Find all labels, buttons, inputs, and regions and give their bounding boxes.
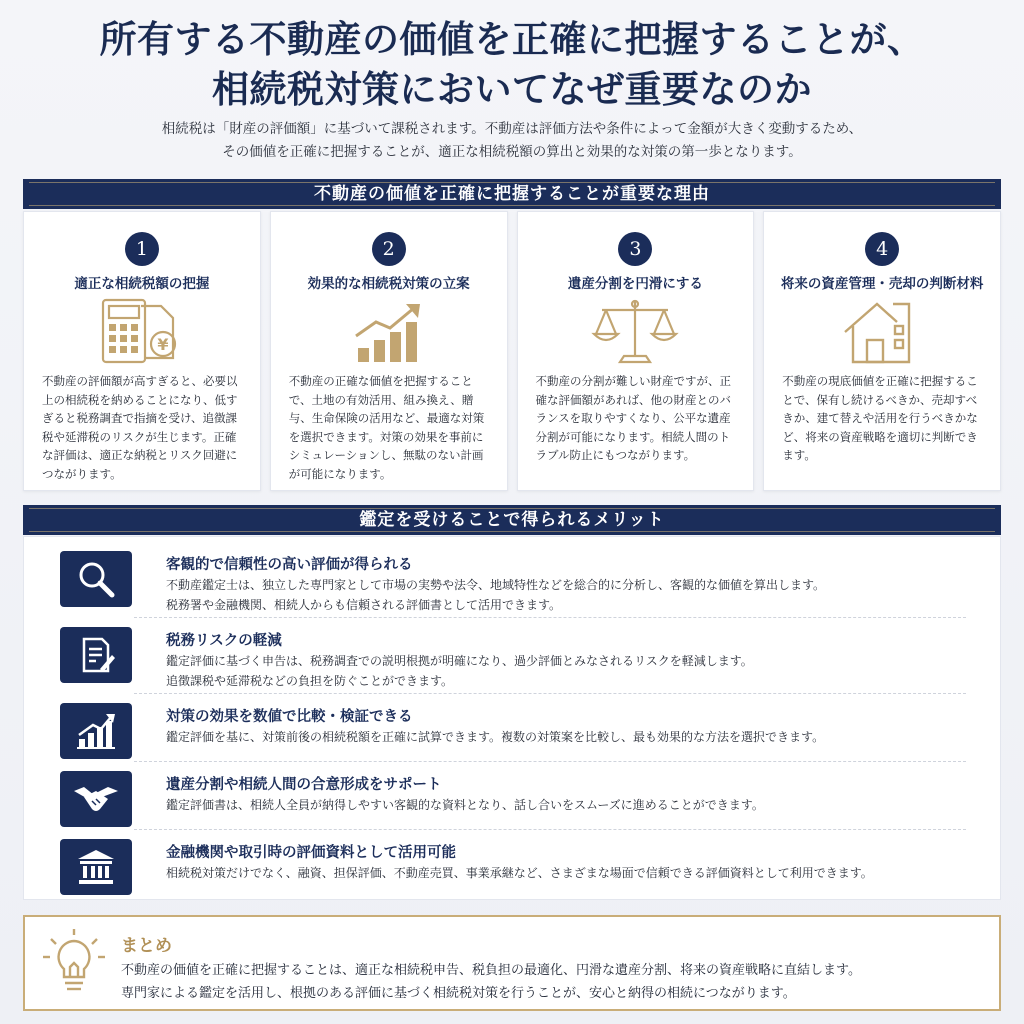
reason-number: 4	[865, 232, 899, 266]
svg-text:¥: ¥	[157, 335, 169, 354]
benefit-item-comparison	[56, 695, 968, 765]
reason-text: 不動産の正確な価値を把握することで、土地の有効活用、組み換え、贈与、生命保険の活用など、最適な対策を選択できます。対策の効果を事前にシミュレーションし、無駄のない計画が可能になります。	[288, 374, 485, 481]
reason-title: 適正な相続税額の把握	[74, 276, 210, 292]
benefit-text-line: 鑑定評価に基づく申告は、税務調査での説明根拠が明確になり、過少評価とみなされるリスクを軽減します。	[166, 654, 753, 668]
magnifier-icon	[60, 551, 132, 607]
benefit-item-tax-risk	[56, 619, 968, 689]
reason-title: 将来の資産管理・売却の判断材料	[780, 276, 984, 292]
benefit-item-objective	[56, 543, 968, 613]
benefit-text-line: 鑑定評価書は、相続人全員が納得しやすい客観的な資料となり、話し合いをスムーズに進めることができます。	[166, 798, 764, 812]
document-pen-icon	[60, 627, 132, 683]
handshake-icon	[60, 771, 132, 827]
benefit-text	[166, 795, 966, 815]
divider	[134, 761, 966, 762]
summary-text-line: 専門家による鑑定を活用し、根拠のある評価に基づく相続税対策を行うことが、安心と納得の相続につながります。	[121, 986, 796, 1001]
benefit-title: 税務リスクの軽減	[166, 633, 282, 649]
benefits-list	[23, 536, 1001, 900]
lead-text	[60, 118, 964, 164]
reason-text: 不動産の分割が難しい財産ですが、正確な評価額があれば、他の財産とのバランスを取りやすくなり、公平な遺産分割が可能になります。相続人間のトラブル防止にもつながります。	[535, 374, 731, 462]
growth-chart-icon	[344, 296, 434, 366]
benefit-title: 金融機関や取引時の評価資料として活用可能	[166, 845, 456, 861]
title-line-2: 相続税対策においてなぜ重要なのか	[212, 67, 812, 111]
lead-line-1: 相続税は「財産の評価額」に基づいて課税されます。不動産は評価方法や条件によって金額が大きく変動するため、	[161, 121, 863, 137]
benefit-text	[166, 863, 966, 883]
reason-card-2	[270, 211, 508, 491]
bar-chart-icon	[60, 703, 132, 759]
summary-box	[23, 915, 1001, 1011]
benefit-text	[166, 651, 966, 691]
reason-title: 効果的な相続税対策の立案	[307, 276, 470, 292]
page-title	[0, 14, 1024, 114]
house-icon	[837, 296, 927, 366]
benefit-text	[166, 727, 966, 747]
reason-text: 不動産の評価額が高すぎると、必要以上の相続税を納めることになり、低すぎると税務調査で指摘を受け、追徴課税や延滞税のリスクが生じます。正確な評価は、適正な納税とリスク回避につながります。	[42, 374, 238, 481]
calculator-yen-icon	[97, 296, 187, 366]
summary-title: まとめ	[121, 936, 172, 956]
benefit-text-line: 不動産鑑定士は、独立した専門家として市場の実勢や法令、地域特性などを総合的に分析し、客観的な価値を算出します。	[166, 578, 826, 592]
reason-card-4	[763, 211, 1001, 491]
benefit-title: 対策の効果を数値で比較・検証できる	[166, 709, 413, 725]
benefit-title: 遺産分割や相続人間の合意形成をサポート	[166, 777, 442, 793]
benefit-text-line: 追徴課税や延滞税などの負担を防ぐことができます。	[166, 674, 454, 688]
divider	[134, 829, 966, 830]
lightbulb-icon	[39, 925, 109, 1001]
benefit-item-finance	[56, 831, 968, 901]
summary-text	[121, 959, 993, 1005]
reason-number: 3	[618, 232, 652, 266]
reason-number: 2	[372, 232, 406, 266]
benefit-text-line: 鑑定評価を基に、対策前後の相続税額を正確に試算できます。複数の対策案を比較し、最も効果的な方法を選択できます。	[166, 730, 825, 744]
reason-number: 1	[125, 232, 159, 266]
lead-line-2: その価値を正確に把握することが、適正な相続税額の算出と効果的な対策の第一歩となります。	[222, 144, 802, 160]
reason-card-3	[517, 211, 755, 491]
benefit-text	[166, 575, 966, 615]
divider	[134, 617, 966, 618]
bank-icon	[60, 839, 132, 895]
scales-icon	[590, 296, 680, 366]
reason-card-1	[23, 211, 261, 491]
reason-text: 不動産の現底価値を正確に把握することで、保有し続けるべきか、売却すべきか、建て替えや活用を行うべきかなど、将来の資産戦略を適切に判断できます。	[782, 374, 978, 462]
benefit-text-line: 税務署や金融機関、相続人からも信頼される評価書として活用できます。	[166, 598, 562, 612]
benefits-heading: 鑑定を受けることで得られるメリット	[23, 505, 1001, 535]
reason-title: 遺産分割を円滑にする	[567, 276, 703, 292]
reasons-heading: 不動産の価値を正確に把握することが重要な理由	[23, 179, 1001, 209]
benefit-text-line: 相続税対策だけでなく、融資、担保評価、不動産売買、事業承継など、さまざまな場面で信頼できる評価資料として利用できます。	[166, 866, 873, 880]
title-line-1: 所有する不動産の価値を正確に把握することが、	[99, 17, 925, 61]
benefit-item-consensus	[56, 763, 968, 833]
summary-text-line: 不動産の価値を正確に把握することは、適正な相続税申告、税負担の最適化、円滑な遺産分割、将来の資産戦略に直結します。	[121, 963, 861, 978]
reason-cards	[23, 211, 1001, 491]
benefit-title: 客観的で信頼性の高い評価が得られる	[166, 557, 413, 573]
divider	[134, 693, 966, 694]
